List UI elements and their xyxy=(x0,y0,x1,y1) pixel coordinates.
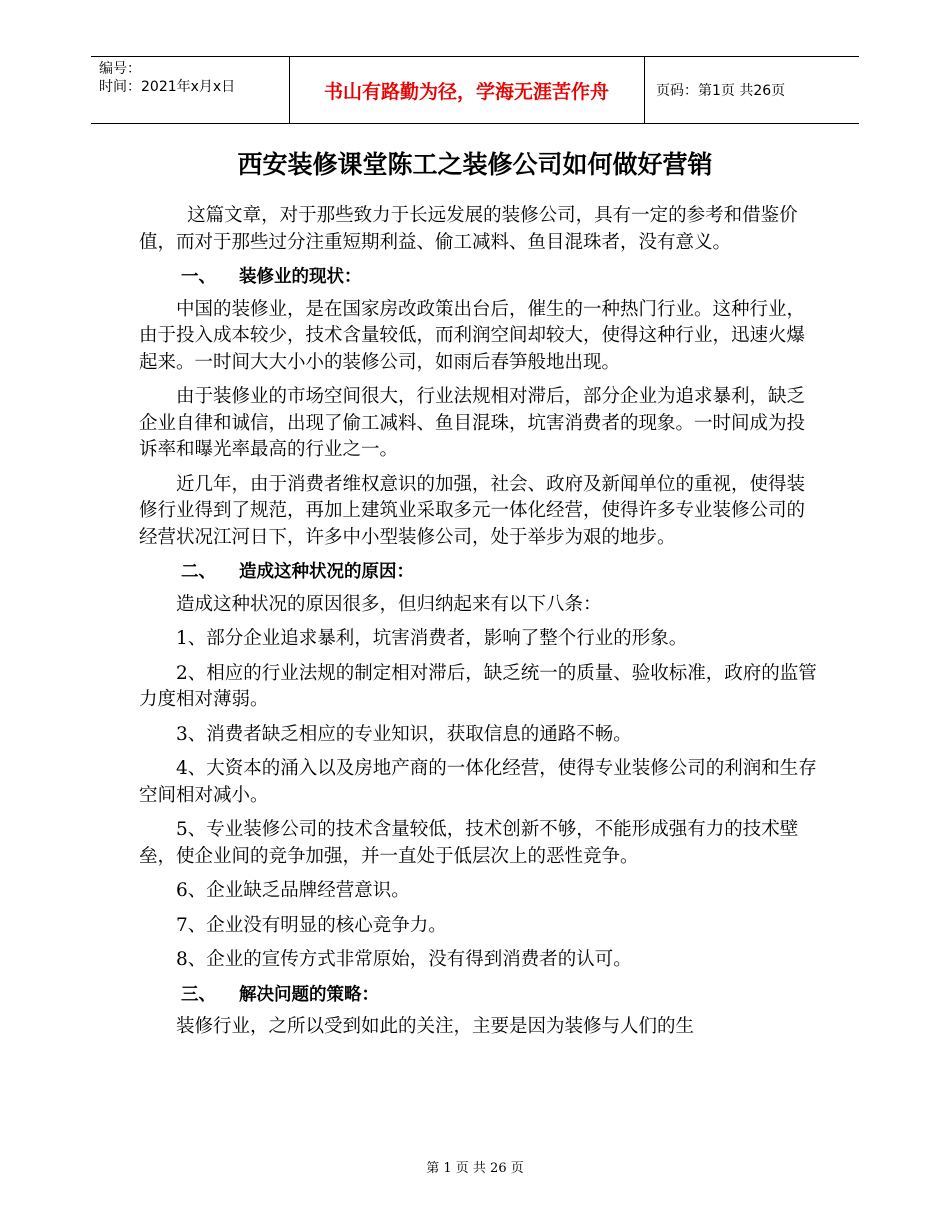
paragraph: 造成这种状况的原因很多，但归纳起来有以下八条： xyxy=(176,593,602,615)
header-page-info: 页码：第1页 共26页 xyxy=(656,83,786,99)
paragraph: 7、企业没有明显的核心竞争力。 xyxy=(176,914,447,936)
section-heading-text: 造成这种状况的原因： xyxy=(239,562,414,582)
paragraph: 中国的装修业，是在国家房改政策出台后，催生的一种热门行业。这种行业，由于投入成本较少，技术含量较低，而利润空间却较大，使得这种行业，迅速火爆起来。一时间大大小小的装修公司，如雨后春笋般地出现。 xyxy=(139,298,806,373)
page-footer: 第 1 页 共 26 页 xyxy=(426,1161,524,1176)
header-meta xyxy=(99,60,289,96)
section-heading-text: 装修业的现状： xyxy=(239,267,362,287)
section-heading xyxy=(139,559,819,586)
section-heading-text: 解决问题的策略： xyxy=(239,984,379,1005)
paragraph: 2、相应的行业法规的制定相对滞后，缺乏统一的质量、验收标准，政府的监管力度相对薄弱。 xyxy=(139,662,817,710)
page-header xyxy=(91,56,859,124)
time-label: 时间：2021年x月x日 xyxy=(99,79,236,95)
document-title: 西安装修课堂陈工之装修公司如何做好营销 xyxy=(237,150,713,179)
paragraph: 由于装修业的市场空间很大，行业法规相对滞后，部分企业为追求暴利，缺乏企业自律和诚信，出现了偷工减料、鱼目混珠，坑害消费者的现象。一时间成为投诉率和曝光率最高的行业之一。 xyxy=(139,386,806,460)
paragraph: 1、部分企业追求暴利，坑害消费者，影响了整个行业的形象。 xyxy=(176,628,688,649)
section-number: 二、 xyxy=(181,562,216,582)
header-motto: 书山有路勤为径，学海无涯苦作舟 xyxy=(323,80,609,103)
paragraph: 4、大资本的涌入以及房地产商的一体化经营，使得专业装修公司的利润和生存空间相对减小。 xyxy=(139,758,817,806)
paragraph: 5、专业装修公司的技术含量较低，技术创新不够，不能形成强有力的技术壁垒，使企业间的竞争加强，并一直处于低层次上的恶性竞争。 xyxy=(139,819,799,867)
paragraph: 近几年，由于消费者维权意识的加强，社会、政府及新闻单位的重视，使得装修行业得到了规范，再加上建筑业采取多元一体化经营，使得许多专业装修公司的经营状况江河日下，许多中小型装修公司，处于举步为艰的地步。 xyxy=(139,473,806,548)
paragraph: 这篇文章，对于那些致力于长远发展的装修公司，具有一定的参考和借鉴价值，而对于那些过分注重短期利益、偷工减料、鱼目混珠者，没有意义。 xyxy=(139,205,798,253)
header-divider xyxy=(644,57,645,123)
document-body xyxy=(139,203,819,1049)
section-heading xyxy=(139,264,819,291)
section-number: 三、 xyxy=(181,984,216,1005)
section-heading xyxy=(139,982,819,1009)
paragraph: 装修行业，之所以受到如此的关注，主要是因为装修与人们的生 xyxy=(176,1016,695,1037)
paragraph: 6、企业缺乏品牌经营意识。 xyxy=(176,880,410,901)
section-number: 一、 xyxy=(181,267,216,287)
number-label: 编号： xyxy=(99,61,141,77)
paragraph: 3、消费者缺乏相应的专业知识，获取信息的通路不畅。 xyxy=(176,723,632,745)
paragraph: 8、企业的宣传方式非常原始，没有得到消费者的认可。 xyxy=(176,949,632,970)
